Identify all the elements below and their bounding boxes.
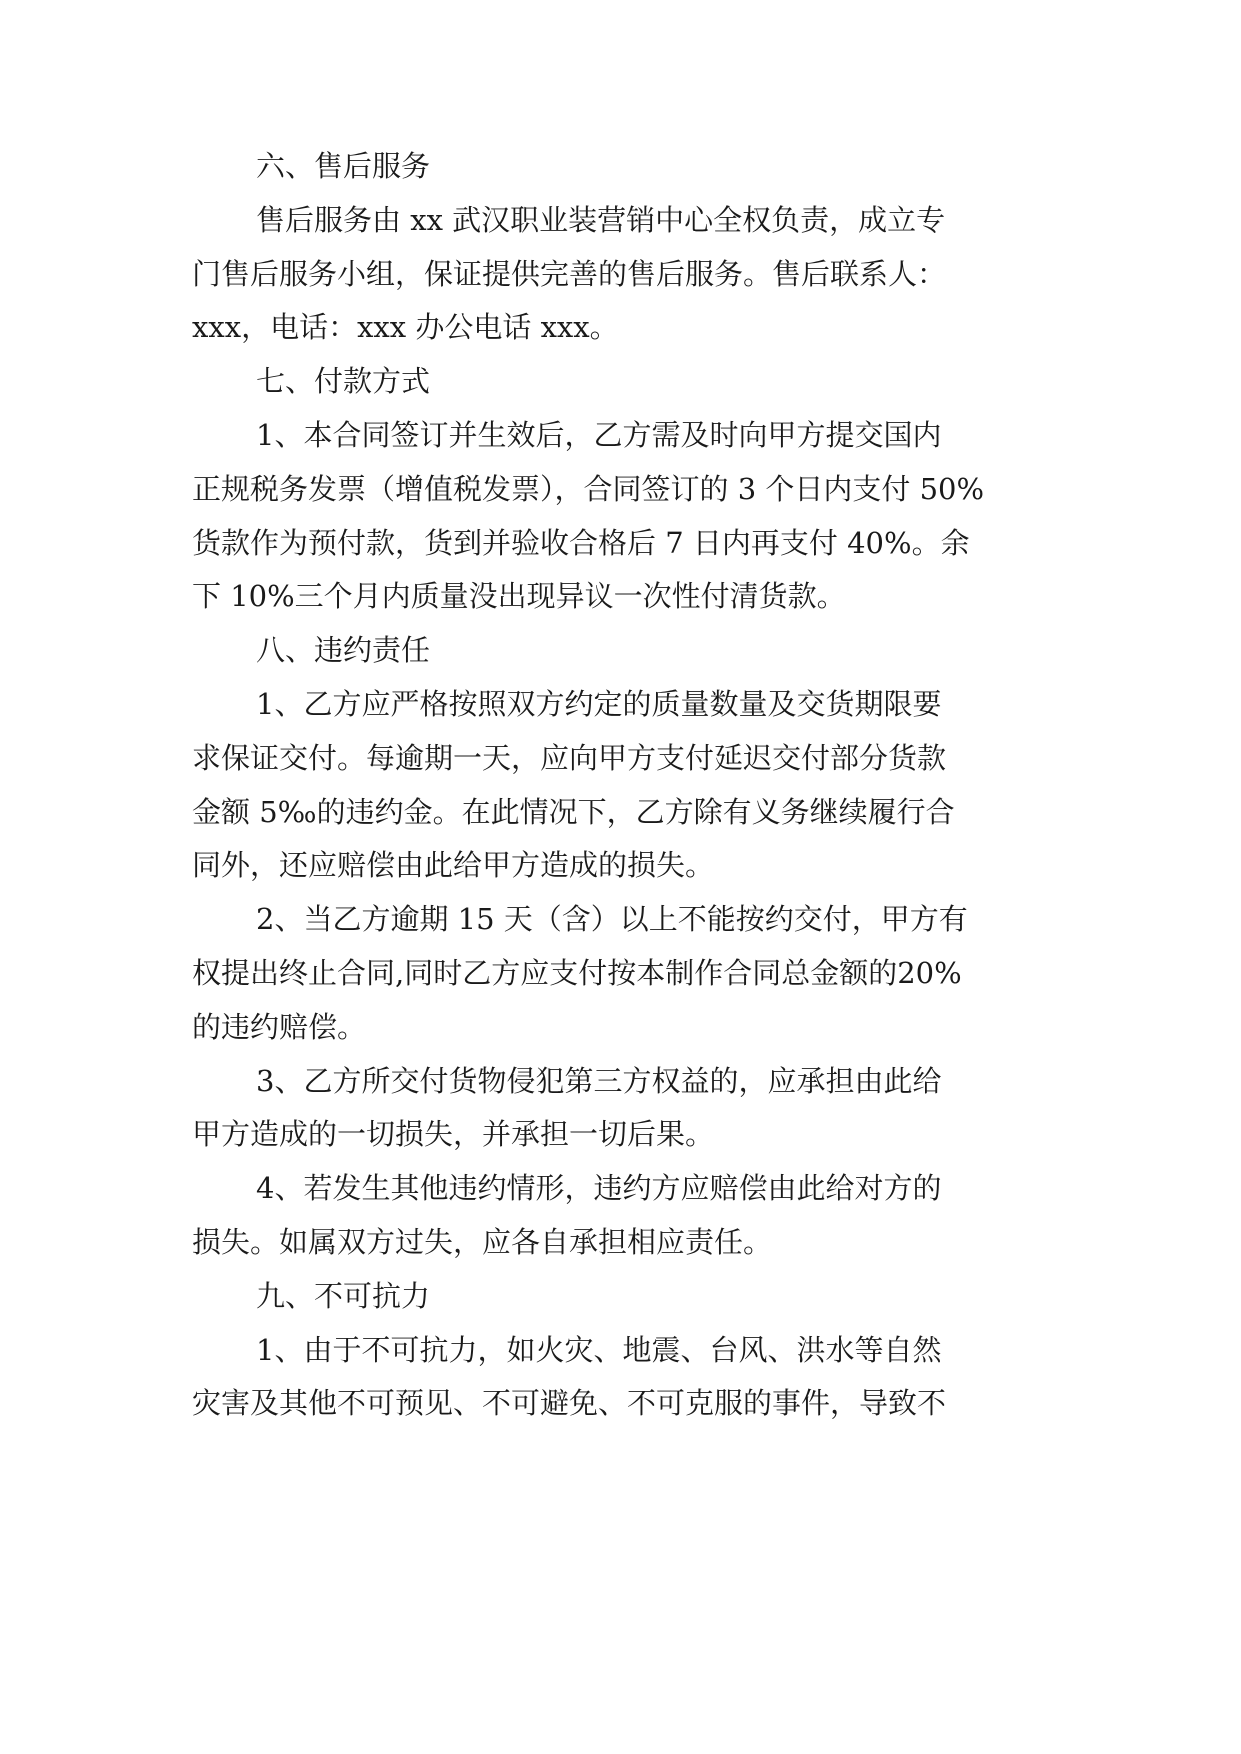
paragraph-line: 损失。如属双方过失，应各自承担相应责任。 bbox=[192, 1225, 773, 1259]
paragraph-line: 正规税务发票（增值税发票），合同签订的 3 个日内支付 50% bbox=[192, 472, 985, 506]
paragraph-line: 灾害及其他不可预见、不可避免、不可克服的事件，导致不 bbox=[192, 1386, 947, 1420]
paragraph-line: 的违约赔偿。 bbox=[192, 1010, 367, 1044]
paragraph-line: 售后服务由 xx 武汉职业装营销中心全权负责，成立专 bbox=[256, 203, 946, 237]
section-heading-force-majeure: 九、不可抗力 bbox=[256, 1279, 431, 1313]
paragraph-line: xxx，电话：xxx 办公电话 xxx。 bbox=[192, 310, 619, 344]
paragraph-line: 1、乙方应严格按照双方约定的质量数量及交货期限要 bbox=[256, 687, 942, 721]
paragraph-line: 2、当乙方逾期 15 天（含）以上不能按约交付，甲方有 bbox=[256, 902, 968, 936]
paragraph-line: 1、由于不可抗力，如火灾、地震、台风、洪水等自然 bbox=[256, 1333, 942, 1367]
paragraph-line: 甲方造成的一切损失，并承担一切后果。 bbox=[192, 1117, 715, 1151]
paragraph-line: 金额 5‰的违约金。在此情况下，乙方除有义务继续履行合 bbox=[192, 795, 955, 829]
paragraph-line: 下 10%三个月内质量没出现异议一次性付清货款。 bbox=[192, 579, 846, 613]
section-heading-payment: 七、付款方式 bbox=[256, 364, 431, 398]
paragraph-line: 门售后服务小组，保证提供完善的售后服务。售后联系人： bbox=[192, 257, 947, 291]
paragraph-line: 权提出终止合同,同时乙方应支付按本制作合同总金额的20% bbox=[192, 956, 962, 990]
section-heading-liability: 八、违约责任 bbox=[256, 633, 431, 667]
paragraph-line: 同外，还应赔偿由此给甲方造成的损失。 bbox=[192, 848, 715, 882]
paragraph-line: 1、本合同签订并生效后，乙方需及时向甲方提交国内 bbox=[256, 418, 942, 452]
paragraph-line: 3、乙方所交付货物侵犯第三方权益的，应承担由此给 bbox=[256, 1064, 942, 1098]
section-heading-after-sales: 六、售后服务 bbox=[256, 149, 431, 183]
paragraph-line: 4、若发生其他违约情形，违约方应赔偿由此给对方的 bbox=[256, 1171, 942, 1205]
paragraph-line: 求保证交付。每逾期一天，应向甲方支付延迟交付部分货款 bbox=[192, 741, 947, 775]
paragraph-line: 货款作为预付款，货到并验收合格后 7 日内再支付 40%。余 bbox=[192, 526, 970, 560]
